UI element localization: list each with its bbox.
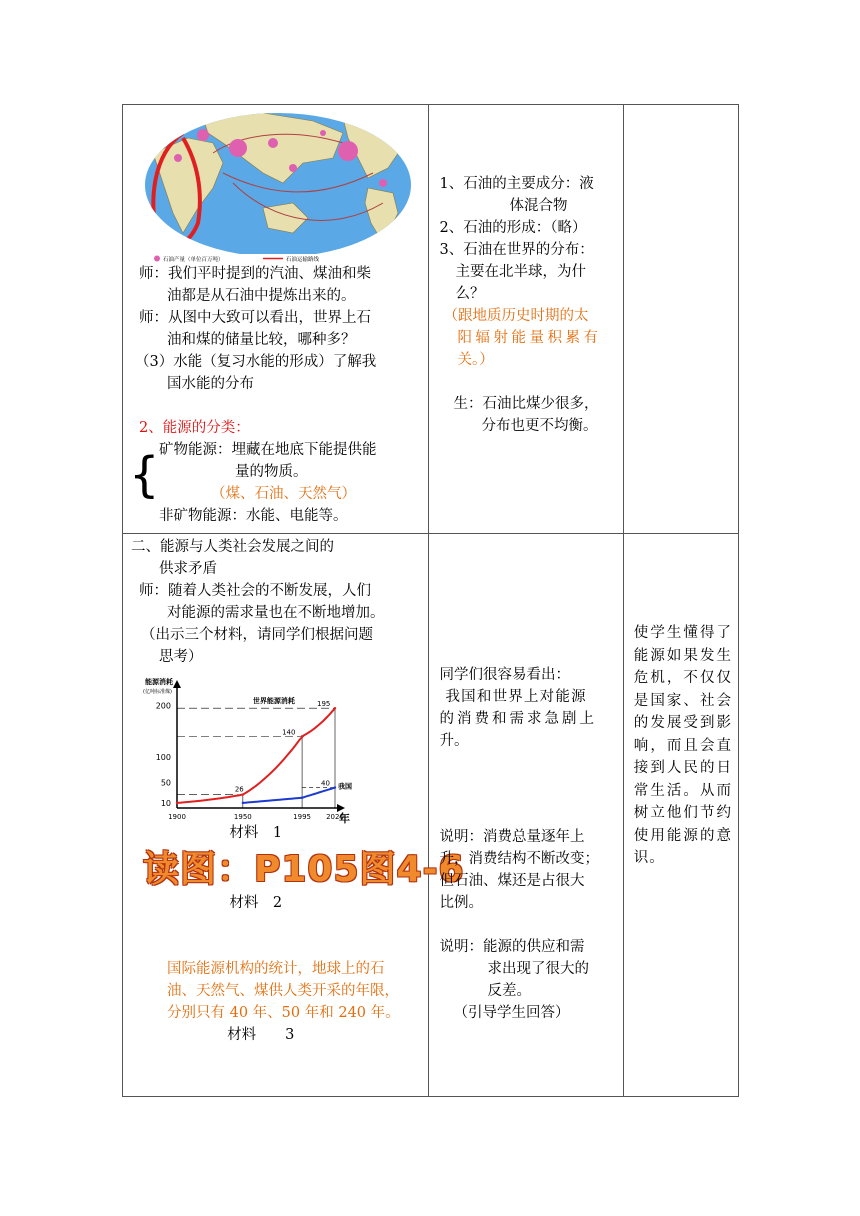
x-tick-label: 2020 (326, 813, 344, 821)
energy-consumption-chart (143, 674, 353, 824)
y-tick-label: 50 (160, 778, 171, 788)
chart-xlabel: 年 (339, 812, 350, 824)
text-line: 矿物能源：埋藏在地底下能提供能 (159, 442, 377, 458)
production-circle (268, 138, 278, 148)
text-line: 油都是从石油中提炼出来的。 (167, 288, 356, 304)
chart-y-arrow (173, 680, 181, 688)
text-line: （煤、石油、天然气） (211, 486, 356, 502)
data-point (334, 786, 336, 788)
teaching-objective: 使学生懂得了能源如果发生危机，不仅仅是国家、社会的发展受到影响，而且会直接到人民的日常生活。从而树立他们节约使用能源的意识。 (633, 625, 732, 866)
text-line: 我国和世界上对能源 (445, 689, 587, 705)
production-circle (379, 179, 387, 187)
text-line: 同学们很容易看出： (439, 667, 570, 683)
production-circle (229, 139, 247, 157)
text-line: 对能源的需求量也在不断地增加。 (167, 605, 385, 621)
chart-ylabel: 能源消耗 (145, 678, 173, 686)
row2-mid-cell (429, 534, 623, 1097)
data-label: 26 (234, 785, 244, 794)
text-line: 么？ (455, 286, 485, 302)
row1-right-cell (623, 105, 738, 534)
production-circle (174, 154, 182, 162)
text-line: 生：石油比煤少很多， (453, 396, 599, 412)
reading-instruction: 读图：P105图4-6 (143, 849, 465, 890)
production-circle (289, 164, 297, 172)
text-line: 师：从图中大致可以看出，世界上石 (139, 310, 371, 326)
production-circle (338, 141, 358, 161)
chart-x-arrow (337, 804, 345, 812)
text-line: 反差。 (487, 983, 531, 999)
text-line: 阳辐射能量积累有 (457, 330, 602, 346)
text-line: 主要在北半球，为什 (455, 264, 586, 280)
text-line: 2、石油的形成：（略） (439, 220, 587, 236)
text-line: 油和煤的储量比较，哪种多？ (167, 332, 356, 348)
data-point (242, 793, 244, 795)
production-circle (197, 129, 209, 141)
text-line: （出示三个材料，请同学们根据问题 (141, 627, 373, 643)
text-line: 油、天然气、煤供人类开采的年限， (167, 983, 399, 999)
classification-heading: 2、能源的分类： (139, 420, 250, 436)
legend-production: 石油产量（单位百万吨） (163, 257, 224, 263)
text-line: 量的物质。 (235, 464, 308, 480)
legend-circle (154, 256, 160, 262)
data-point (301, 735, 303, 737)
row2-right-cell (623, 534, 738, 1097)
data-point (334, 707, 336, 709)
text-line: （3）水能（复习水能的形成）了解我 (135, 354, 377, 370)
y-tick-label: 100 (155, 752, 171, 762)
text-line: （跟地质历史时期的太 (443, 308, 589, 324)
chart-ylabel-unit: (亿吨标准煤) (143, 689, 172, 695)
text-line: 的消费和需求急剧上 (439, 711, 597, 727)
world-oil-map (143, 113, 413, 263)
series-label-china: 我国 (338, 782, 352, 791)
series-label-world: 世界能源消耗 (252, 697, 295, 706)
material-caption-1: 材料 1 (229, 825, 283, 841)
material-caption-2: 材料 2 (229, 895, 283, 911)
text-line: 说明：能源的供应和需 (439, 939, 585, 955)
series-line-world (177, 708, 335, 803)
text-line: 求出现了很大的 (487, 961, 589, 977)
text-line: 说明：消费总量逐年上 (439, 829, 585, 845)
text-line: 3、石油在世界的分布： (439, 242, 594, 258)
text-line: 师：我们平时提到的汽油、煤油和柴 (139, 266, 371, 282)
data-label: 40 (321, 779, 330, 788)
data-label: 195 (317, 700, 331, 709)
text-line: 思考） (159, 649, 203, 665)
series-line-china (243, 788, 335, 803)
classification-block (123, 439, 428, 527)
text-line: 关。） (457, 352, 494, 368)
x-tick-label: 1900 (168, 813, 186, 821)
text-line: 国水能的分布 (167, 376, 254, 392)
data-point (242, 802, 244, 804)
lesson-table (122, 104, 739, 1097)
x-tick-label: 1950 (233, 813, 252, 821)
y-tick-label: 10 (160, 798, 171, 808)
production-circle (320, 130, 326, 136)
data-point (301, 797, 303, 799)
text-line: 升，消费结构不断改变； (439, 851, 599, 867)
text-line: （引导学生回答） (453, 1005, 570, 1021)
text-line: 非矿物能源：水能、电能等。 (159, 508, 348, 524)
text-line: 师：随着人类社会的不断发展，人们 (139, 583, 371, 599)
row1-left-cell (123, 105, 429, 534)
text-line: 但石油、煤还是占很大 (439, 873, 585, 889)
text-line: 供求矛盾 (159, 561, 217, 577)
text-line: 升。 (439, 733, 469, 749)
data-point (176, 802, 178, 804)
legend-route: 石油运输路线 (286, 257, 320, 263)
text-line: 1、石油的主要成分：液 (439, 176, 594, 192)
material-caption-3: 材料 3 (227, 1027, 295, 1043)
x-tick-label: 1995 (293, 813, 311, 821)
y-tick-label: 200 (155, 701, 171, 711)
text-line: 分别只有 40 年、50 年和 240 年。 (167, 1005, 400, 1021)
text-line: 比例。 (439, 895, 483, 911)
text-line: 分布也更不均衡。 (481, 418, 598, 434)
text-line: 体混合物 (509, 198, 568, 214)
data-label: 140 (282, 728, 296, 737)
brace-symbol: { (129, 447, 160, 503)
row1-mid-cell (429, 105, 623, 534)
section-heading: 二、能源与人类社会发展之间的 (131, 539, 334, 555)
text-line: 国际能源机构的统计，地球上的石 (167, 961, 385, 977)
